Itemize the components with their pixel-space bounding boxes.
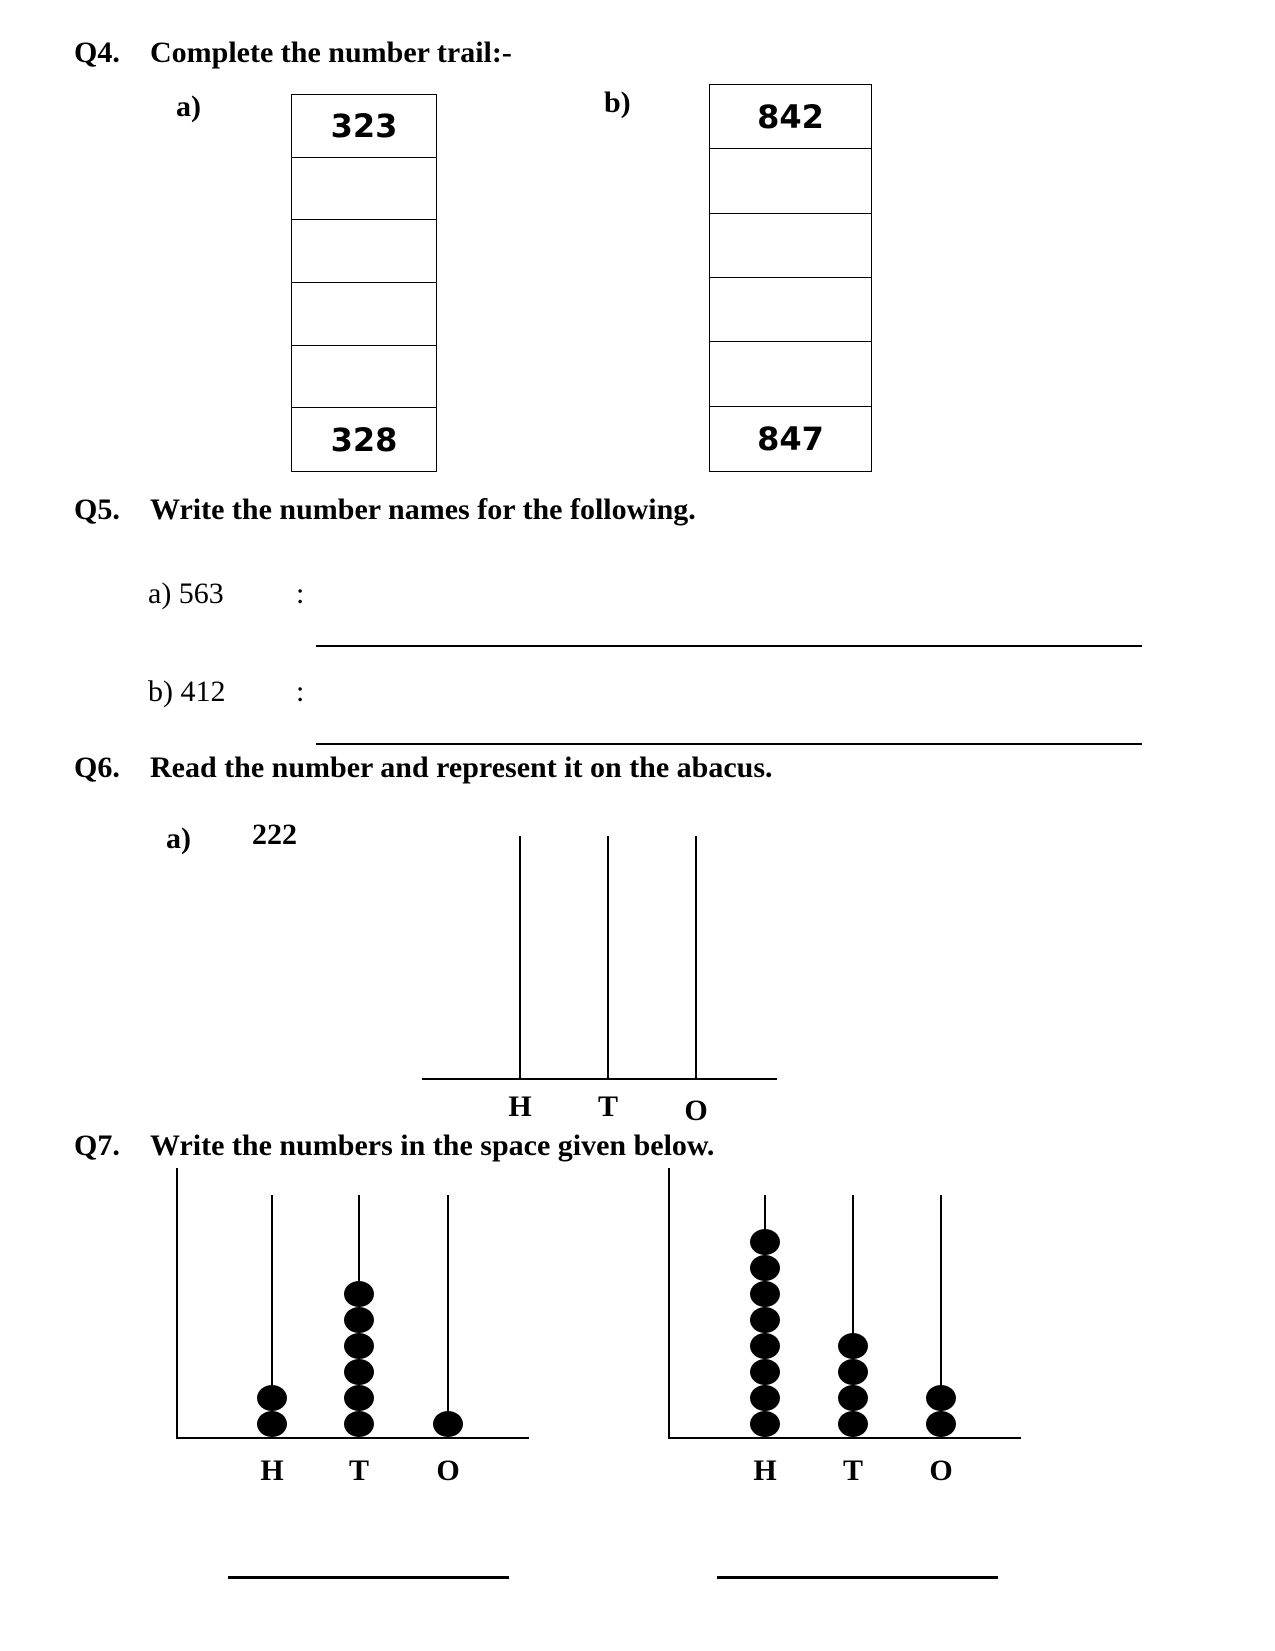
q7-answer-line-2[interactable] bbox=[717, 1576, 998, 1579]
q7-abacus-1-bead bbox=[344, 1411, 374, 1437]
q5-answer-line-b[interactable] bbox=[316, 743, 1142, 745]
q7-abacus-2-label-o: O bbox=[929, 1454, 953, 1487]
q6-rod-label-h: H bbox=[508, 1090, 532, 1123]
q7-abacus-1-bead bbox=[433, 1411, 463, 1437]
q5-item-b-label: b) 412 bbox=[148, 675, 226, 708]
number-trail-a-cell-6: 328 bbox=[330, 420, 398, 459]
q7-abacus-1-bead bbox=[344, 1333, 374, 1359]
q5-number: Q5. bbox=[74, 493, 120, 526]
q7-abacus-1-base bbox=[176, 1437, 529, 1439]
q7-abacus-2-label-t: T bbox=[842, 1454, 863, 1487]
number-trail-a bbox=[291, 94, 437, 472]
q7-abacus-2-bead bbox=[926, 1411, 956, 1437]
q7-abacus-1-bead bbox=[257, 1385, 287, 1411]
q7-abacus-1-label-h: H bbox=[260, 1454, 284, 1487]
q7-text: Write the numbers in the space given below. bbox=[150, 1129, 715, 1162]
number-trail-b bbox=[709, 84, 872, 472]
q4-heading bbox=[74, 36, 512, 70]
q4-part-a-label: a) bbox=[176, 90, 201, 123]
q7-abacus-2-base bbox=[668, 1437, 1021, 1439]
q6-number: Q6. bbox=[74, 751, 120, 784]
q5-item-b-sep: : bbox=[296, 675, 305, 708]
q5-heading bbox=[74, 493, 696, 527]
q6-abacus-base bbox=[422, 1078, 777, 1080]
number-trail-b-cell-1: 842 bbox=[710, 85, 871, 149]
q4-number: Q4. bbox=[74, 36, 120, 69]
q4-text: Complete the number trail:- bbox=[150, 36, 512, 69]
q7-abacus-1-frame bbox=[176, 1168, 178, 1438]
q7-abacus-2-frame bbox=[668, 1168, 670, 1438]
q7-abacus-2-bead bbox=[750, 1255, 780, 1281]
number-trail-b-cell-5[interactable] bbox=[710, 342, 871, 406]
q7-abacus-2-bead bbox=[750, 1307, 780, 1333]
q4-part-b-label: b) bbox=[604, 86, 631, 119]
q6-rod-h[interactable] bbox=[519, 836, 521, 1079]
number-trail-b-cell-3[interactable] bbox=[710, 214, 871, 278]
q7-abacus-1-bead bbox=[344, 1359, 374, 1385]
number-trail-b-cell-2[interactable] bbox=[710, 149, 871, 213]
q7-abacus-2-bead bbox=[838, 1359, 868, 1385]
number-trail-a-cell-1: 323 bbox=[292, 95, 436, 158]
q6-rod-label-t: T bbox=[597, 1090, 618, 1123]
q7-abacus-2-bead bbox=[750, 1385, 780, 1411]
number-trail-b-cell-4[interactable] bbox=[710, 278, 871, 342]
q7-abacus-2-bead bbox=[838, 1333, 868, 1359]
q7-abacus-2-bead bbox=[838, 1411, 868, 1437]
q7-abacus-1-bead bbox=[344, 1307, 374, 1333]
q7-abacus-1-rod-o bbox=[447, 1195, 449, 1438]
q6-part-a-label: a) bbox=[166, 822, 191, 855]
number-trail-a-cell-2[interactable] bbox=[292, 158, 436, 221]
q7-abacus-2-bead bbox=[750, 1359, 780, 1385]
q5-text: Write the number names for the following. bbox=[150, 493, 696, 526]
number-trail-a-cell-5[interactable] bbox=[292, 346, 436, 409]
q7-abacus-2-bead bbox=[926, 1385, 956, 1411]
q5-item-a-sep: : bbox=[296, 577, 305, 610]
q7-heading bbox=[74, 1129, 714, 1163]
q6-rod-o[interactable] bbox=[695, 836, 697, 1079]
q7-abacus-2-label-h: H bbox=[753, 1454, 777, 1487]
q7-answer-line-1[interactable] bbox=[228, 1576, 509, 1579]
q7-number: Q7. bbox=[74, 1129, 120, 1162]
q7-abacus-1-bead bbox=[344, 1385, 374, 1411]
q6-part-a-value: 222 bbox=[252, 818, 297, 851]
number-trail-a-cell-4[interactable] bbox=[292, 283, 436, 346]
q6-rod-label-o: O bbox=[684, 1094, 708, 1127]
q7-abacus-2-bead bbox=[750, 1229, 780, 1255]
q6-heading bbox=[74, 751, 773, 785]
q7-abacus-1-bead bbox=[344, 1281, 374, 1307]
q7-abacus-2-bead bbox=[838, 1385, 868, 1411]
q7-abacus-2-bead bbox=[750, 1281, 780, 1307]
q6-rod-t[interactable] bbox=[607, 836, 609, 1079]
q5-answer-line-a[interactable] bbox=[316, 645, 1142, 647]
q6-text: Read the number and represent it on the abacus. bbox=[150, 751, 773, 784]
q7-abacus-2-bead bbox=[750, 1411, 780, 1437]
q5-item-a-label: a) 563 bbox=[148, 577, 224, 610]
q7-abacus-1-label-o: O bbox=[436, 1454, 460, 1487]
q7-abacus-1-label-t: T bbox=[348, 1454, 369, 1487]
q7-abacus-2-bead bbox=[750, 1333, 780, 1359]
number-trail-b-cell-6: 847 bbox=[757, 419, 824, 458]
q7-abacus-1-bead bbox=[257, 1411, 287, 1437]
number-trail-a-cell-3[interactable] bbox=[292, 220, 436, 283]
